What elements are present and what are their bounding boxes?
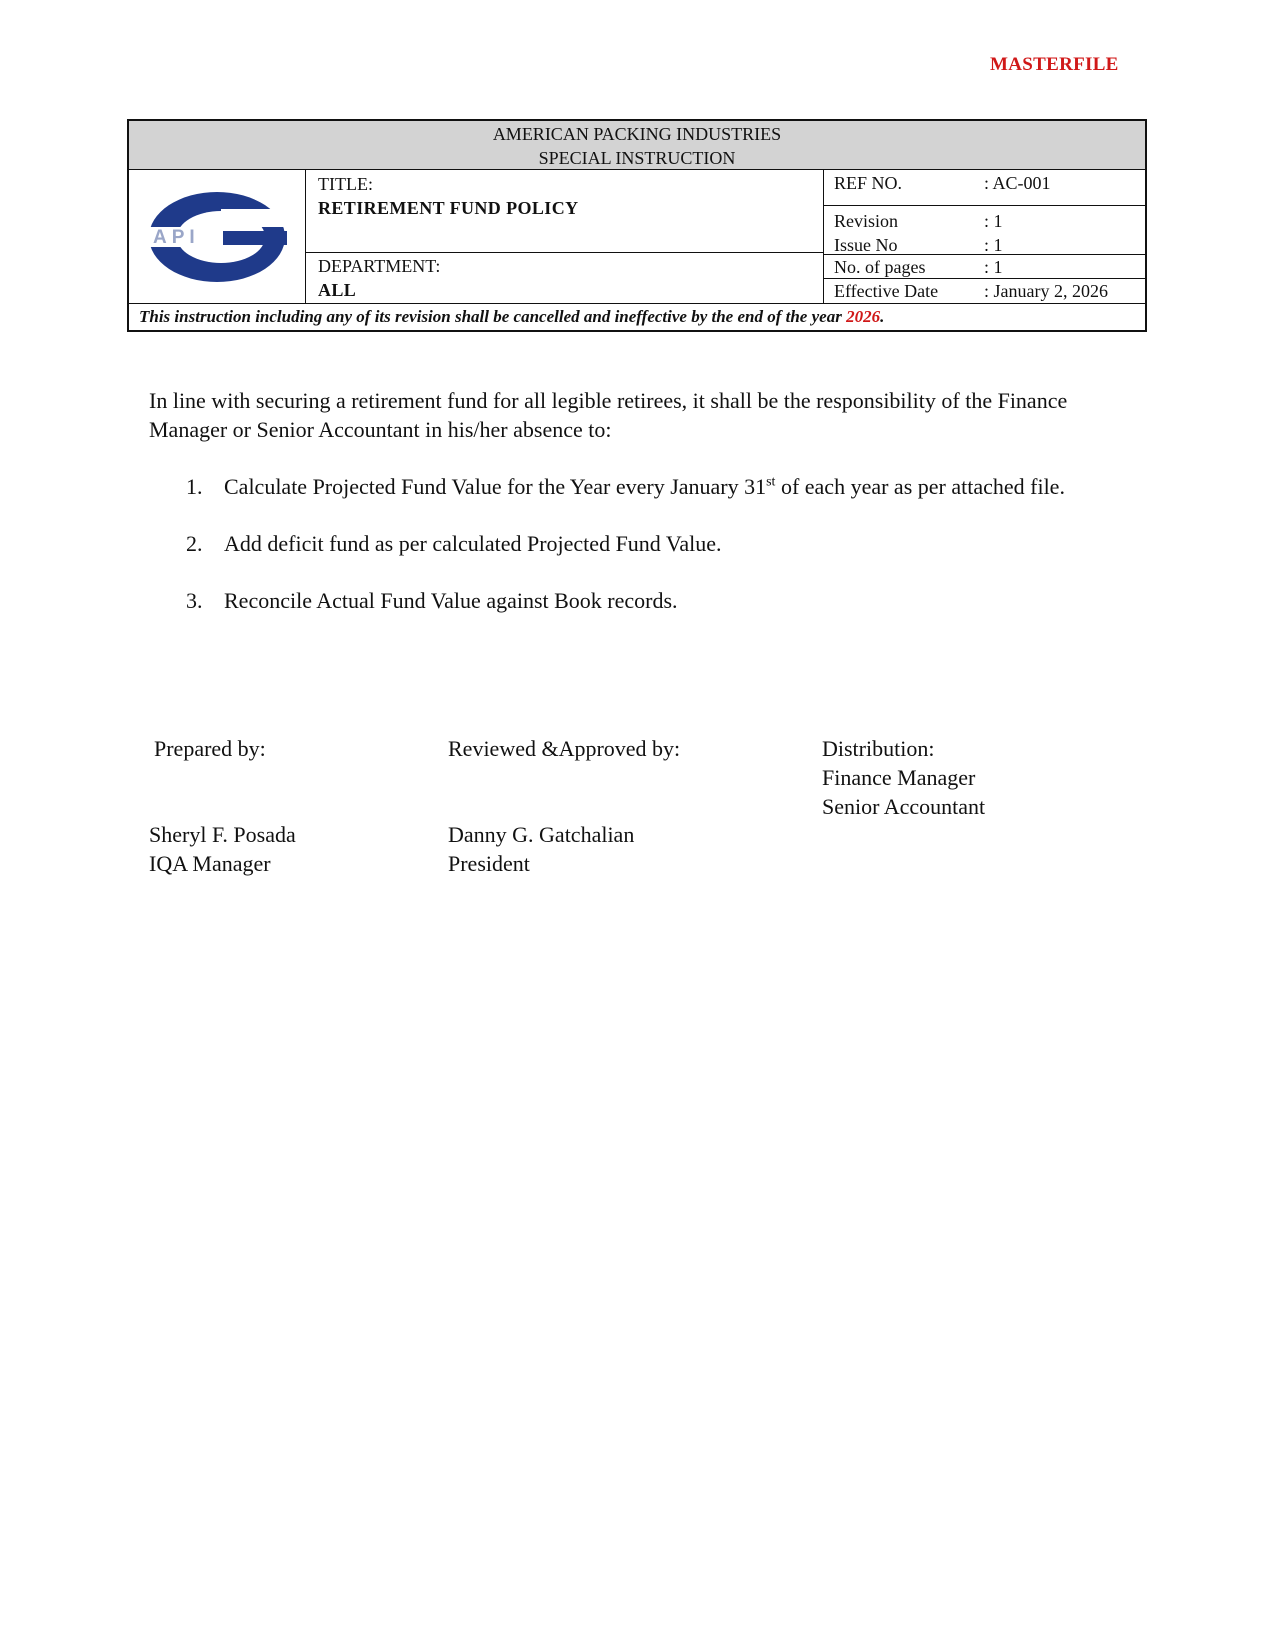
prepared-by-name: Sheryl F. Posada [149, 822, 296, 847]
prepared-by-title: IQA Manager [149, 851, 271, 876]
intro-paragraph: In line with securing a retirement fund for all legible retirees, it shall be the responsibility of the Finance Manager or Senior Accountant in his/her absence to: [149, 388, 1068, 442]
ref-row [824, 170, 1145, 206]
prepared-by-block [149, 820, 296, 878]
instruction-list [186, 472, 1086, 643]
list-item [186, 586, 1086, 615]
validity-note-year: 2026 [846, 307, 881, 326]
effective-label: Effective Date [834, 281, 939, 301]
revision-line [834, 209, 1135, 233]
document-header-table [127, 119, 1147, 332]
list-item-text: Add deficit fund as per calculated Projected Fund Value. [224, 531, 722, 556]
list-item-text: Reconcile Actual Fund Value against Book records. [224, 588, 678, 613]
reviewed-by-block [448, 820, 634, 878]
department-label: DEPARTMENT: [318, 256, 441, 276]
effective-value: : January 2, 2026 [984, 281, 1108, 301]
title-department-cell [306, 170, 824, 303]
pages-row [824, 255, 1145, 279]
reviewed-by-label: Reviewed &Approved by: [448, 736, 681, 761]
distribution-block [822, 734, 985, 821]
validity-note [129, 304, 1145, 330]
validity-note-text: This instruction including any of its revision shall be cancelled and ineffective by the end of the year [139, 307, 842, 326]
effective-date-row [824, 279, 1145, 303]
revision-issue-row [824, 206, 1145, 255]
header-company-banner [129, 121, 1145, 170]
validity-note-end: . [880, 307, 885, 326]
distribution-item: Finance Manager [822, 765, 976, 790]
pages-value: : 1 [984, 257, 1003, 277]
distribution-item: Senior Accountant [822, 794, 986, 819]
department-value: ALL [318, 280, 357, 300]
list-item-number: 3. [186, 588, 203, 613]
issue-line [834, 233, 1135, 257]
prepared-by-label: Prepared by: [154, 736, 266, 761]
pages-label: No. of pages [834, 257, 926, 277]
title-block [306, 170, 823, 253]
title-label: TITLE: [318, 174, 373, 194]
api-logo [147, 189, 287, 285]
list-item-text: Calculate Projected Fund Value for the Year every January 31st of each year as per attached file. [224, 474, 1065, 499]
logo-cell [129, 170, 306, 303]
list-item [186, 529, 1086, 558]
superscript-st: st [766, 474, 776, 490]
revision-label: Revision [834, 211, 899, 231]
distribution-label: Distribution: [822, 736, 935, 761]
masterfile-label: MASTERFILE [990, 54, 1119, 75]
ref-label: REF NO. [834, 173, 903, 193]
reviewed-by-name: Danny G. Gatchalian [448, 822, 635, 847]
header-middle-row [129, 170, 1145, 304]
issue-label: Issue No [834, 235, 898, 255]
document-type: SPECIAL INSTRUCTION [538, 148, 736, 168]
list-item [186, 472, 1086, 501]
ref-value: : AC-001 [984, 173, 1051, 193]
reviewed-by-title: President [448, 851, 530, 876]
revision-value: : 1 [984, 211, 1003, 231]
company-name: AMERICAN PACKING INDUSTRIES [492, 124, 782, 144]
department-block [306, 253, 823, 303]
title-value: RETIREMENT FUND POLICY [318, 198, 579, 218]
list-item-number: 1. [186, 474, 203, 499]
issue-value: : 1 [984, 235, 1003, 255]
document-info-cell [824, 170, 1145, 303]
list-item-number: 2. [186, 531, 203, 556]
logo-text: API [153, 226, 200, 248]
